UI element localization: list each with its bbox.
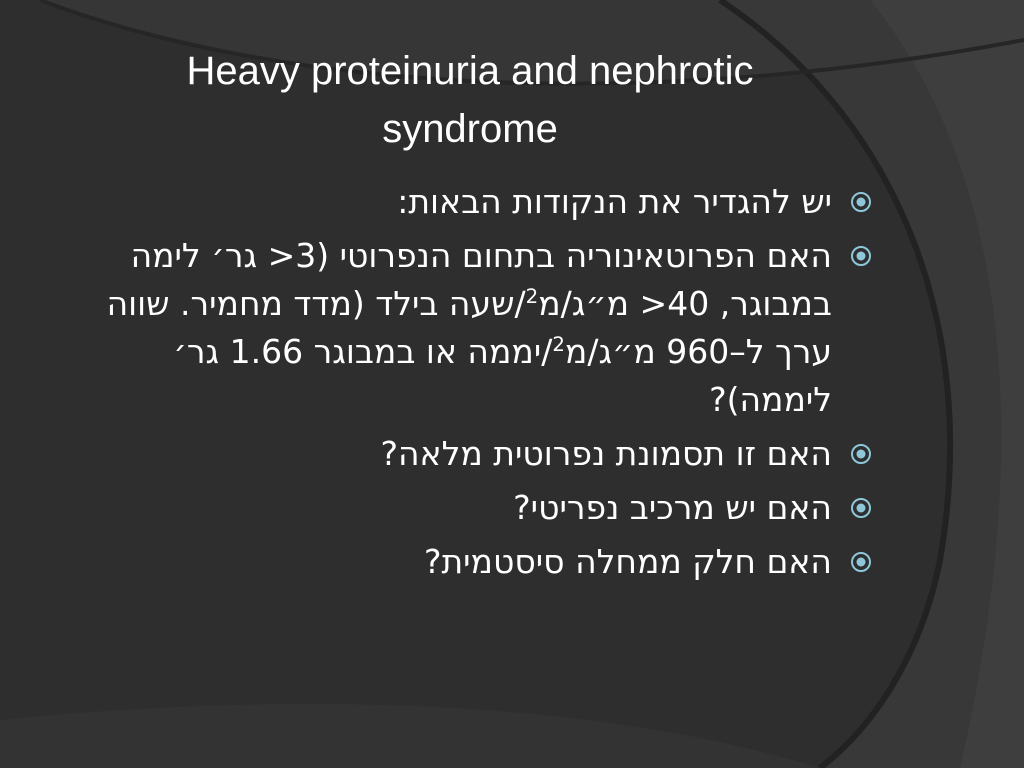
bullet-text-4: האם יש מרכיב נפריטי? [513,488,832,527]
target-icon [850,551,872,573]
bullet-item-2 [80,232,876,424]
bullet-list [80,178,876,592]
target-icon [850,191,872,213]
superscript-2a: 2 [525,285,539,308]
bullet-item-3 [80,430,876,478]
bullet-text-2-part-1: האם הפרוטאינוריה בתחום הנפרוטי (3< גר׳ לימה במבוגר, 40< מ״ג/מ [130,236,832,323]
superscript-2b: 2 [552,333,565,356]
bullet-item-5 [80,538,876,586]
slide-title: Heavy proteinuria and nephrotic syndrome [186,49,754,151]
bullet-text-1: יש להגדיר את הנקודות הבאות: [397,182,832,221]
bullet-item-1 [80,178,876,226]
bullet-item-4 [80,484,876,532]
bullet-text-3: האם זו תסמונת נפרוטית מלאה? [380,434,832,473]
bullet-text-5: האם חלק ממחלה סיסטמית? [423,542,832,581]
bullet-text-2-part-3: /יממה או במבוגר 1.66 גר׳ ליממה)? [173,332,832,419]
target-icon [850,245,872,267]
target-icon [850,443,872,465]
bullet-text-2-part-2: /שעה בילד (מדד מחמיר. שווה ערך ל–960 מ״ג/מ [106,284,832,371]
target-icon [850,497,872,519]
